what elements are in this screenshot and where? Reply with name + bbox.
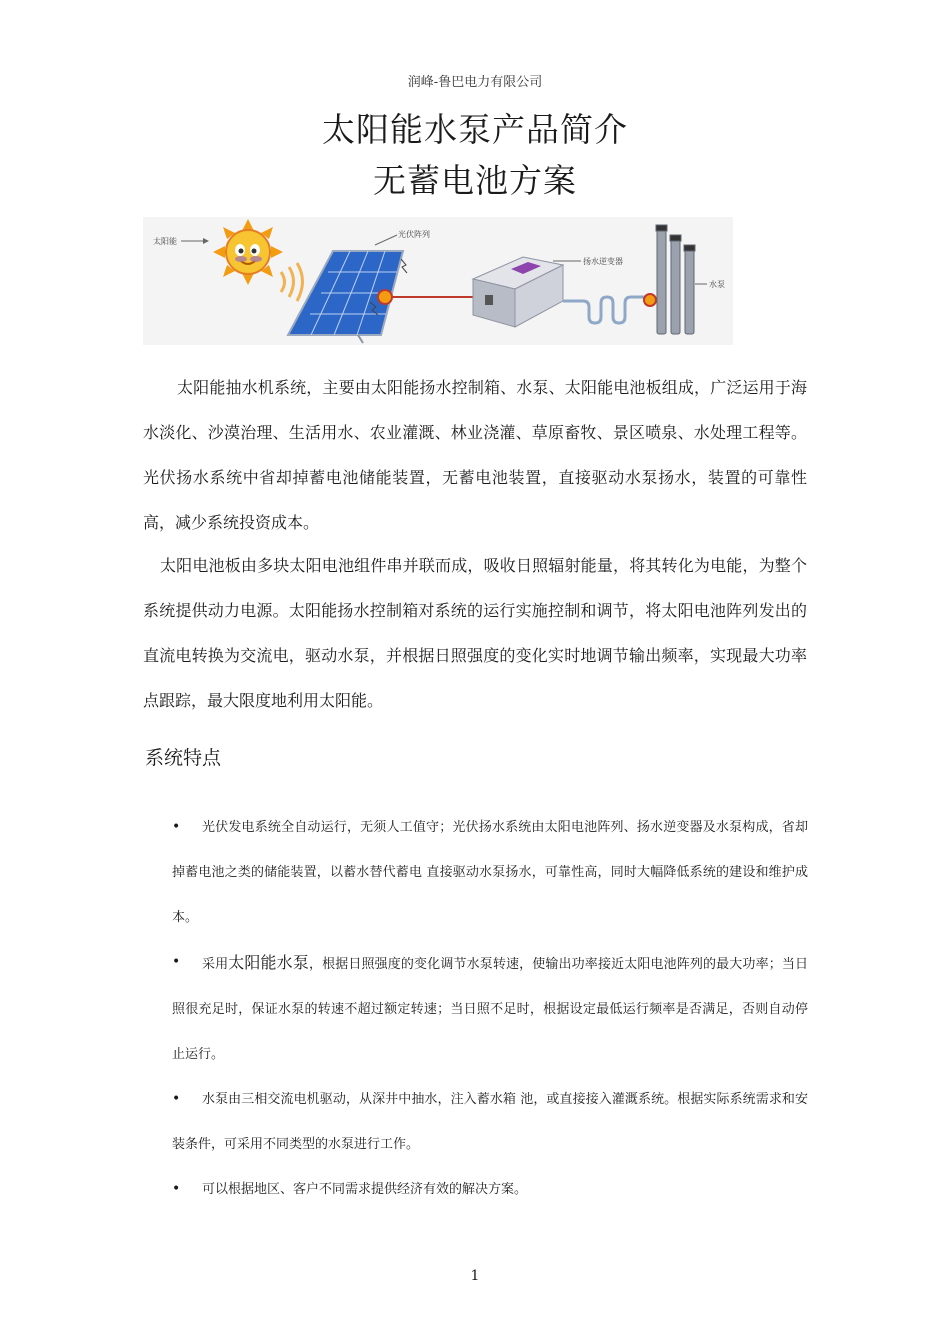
document-title: 太阳能水泵产品简介: [322, 110, 628, 149]
list-item-prefix: 采用: [202, 957, 229, 972]
bullet-icon: •: [172, 954, 181, 970]
document-subtitle: 无蓄电池方案: [373, 161, 577, 200]
description-paragraph: 太阳电池板由多块太阳电池组件串并联而成，吸收日照辐射能量，将其转化为电能，为整个系统提供动力电源。太阳能扬水控制箱对系统的运行实施控制和调节，将太阳电池阵列发出的直流电转换为交流电，驱动水泵，并根据日照强度的变化实时地调节输出频率，实现最大功率点跟踪，最大限度地利用太阳能。: [143, 556, 807, 710]
list-item-text: [172, 940, 808, 1077]
inverter-label: 扬水逆变器: [583, 257, 623, 266]
connector-node: [644, 294, 656, 306]
panel-label: 光伏阵列: [398, 230, 430, 239]
list-item: [172, 805, 808, 940]
list-item: [172, 1167, 808, 1212]
bullet-icon: •: [172, 1181, 181, 1197]
list-item-body: ，根据日照强度的变化调节水泵转速，使输出功率接近太阳电池阵列的最大功率；当日照很充足时，保证水泵的转速不超过额定转速；当日照不足时，根据设定最低运行频率是否满足，否则自动停止运行。: [172, 957, 808, 1062]
pump-label: 水泵: [709, 280, 725, 289]
list-item: [172, 940, 808, 1077]
bullet-icon: •: [172, 1091, 181, 1107]
bullet-icon: •: [172, 819, 181, 835]
intro-paragraph: 太阳能抽水机系统，主要由太阳能扬水控制箱、水泵、太阳能电池板组成，广泛运用于海水淡化、沙漠治理、生活用水、农业灌溉、林业浇灌、草原畜牧、景区喷泉、水处理工程等。光伏扬水系统中省却掉蓄电池储能装置，无蓄电池装置，直接驱动水泵扬水，装置的可靠性高，减少系统投资成本。: [143, 378, 807, 532]
feature-list: [172, 805, 808, 1212]
section-title: 系统特点: [145, 747, 222, 769]
page-number: 1: [470, 1268, 480, 1284]
sun-label: 太阳能: [153, 237, 177, 246]
page-header: 润峰-鲁巴电力有限公司: [407, 75, 543, 90]
list-item: [172, 1077, 808, 1167]
solar-pump-diagram: [143, 217, 733, 345]
list-item-text: 水泵由三相交流电机驱动，从深井中抽水，注入蓄水箱 池，或直接接入灌溉系统。根据实际系统需求和安装条件，可采用不同类型的水泵进行工作。: [172, 1092, 808, 1152]
list-item-emphasis: 太阳能水泵: [228, 953, 309, 972]
list-item-text: 光伏发电系统全自动运行，无须人工值守；光伏扬水系统由太阳电池阵列、扬水逆变器及水泵构成，省却掉蓄电池之类的储能装置，以蓄水替代蓄电 直接驱动水泵扬水，可靠性高，同时大幅降低系统的建设和维护成本。: [172, 820, 808, 925]
list-item-text: 可以根据地区、客户不同需求提供经济有效的解决方案。: [202, 1182, 528, 1197]
connector-node: [378, 290, 392, 304]
